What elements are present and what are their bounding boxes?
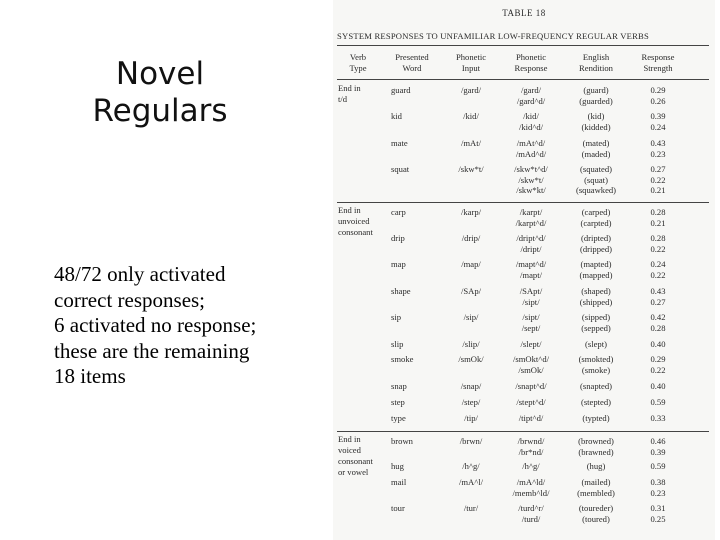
english-rendition-cell: (typted) (582, 413, 610, 423)
table-group-rule (337, 431, 709, 432)
phonetic-input-cell: /drip/ (461, 233, 481, 243)
presented-word-cell: slip (391, 339, 404, 349)
phonetic-response-cell: /stept^d/ (516, 397, 546, 407)
table-group-rule (337, 202, 709, 203)
response-strength-cell: 0.28 (650, 233, 666, 243)
phonetic-response-cell: /skw*t^d/ (514, 164, 548, 174)
phonetic-response-cell: /memb^ld/ (512, 487, 550, 498)
phonetic-response-cell: /slept/ (520, 339, 542, 349)
response-strength-cell: 0.23 (650, 148, 666, 159)
phonetic-input-cell: /tur/ (463, 503, 479, 513)
english-rendition-cell: (mated) (582, 138, 610, 148)
response-strength-cell: 0.25 (650, 513, 666, 524)
col-header-verb-type: Verb Type (349, 52, 367, 73)
presented-word-cell: brown (391, 436, 413, 446)
phonetic-response-cell: /mapt^d/ (515, 259, 547, 269)
english-rendition-cell: (kid) (587, 111, 605, 121)
response-strength-cell: 0.26 (650, 95, 666, 106)
english-rendition-cell: (mapped) (579, 269, 613, 280)
phonetic-input-cell: /gard/ (460, 85, 482, 95)
phonetic-response-cell: /gard^d/ (516, 95, 546, 106)
phonetic-input-cell: /step/ (461, 397, 481, 407)
english-rendition-cell: (shipped) (579, 296, 613, 307)
phonetic-response-cell: /karpt^d/ (515, 217, 547, 228)
phonetic-response-cell: /sipt/ (522, 312, 540, 322)
phonetic-input-cell: /smOk/ (458, 354, 484, 364)
response-strength-cell: 0.31 (650, 503, 666, 513)
english-rendition-cell: (stepted) (580, 397, 612, 407)
presented-word-cell: kid (391, 111, 402, 121)
verb-type-line: End in (338, 434, 361, 444)
phonetic-response-cell: /dript^d/ (516, 233, 546, 243)
presented-word-cell: squat (391, 164, 410, 174)
phonetic-response-cell: /smOk/ (518, 364, 544, 375)
response-strength-cell: 0.46 (650, 436, 666, 446)
presented-word-cell: step (391, 397, 405, 407)
phonetic-response-cell: /h^g/ (522, 461, 540, 471)
english-rendition-cell: (hug) (586, 461, 606, 471)
response-strength-cell: 0.39 (650, 446, 666, 457)
english-rendition-cell: (sipped) (581, 312, 611, 322)
phonetic-input-cell: /slip/ (462, 339, 480, 349)
english-rendition-cell: (smokted) (578, 354, 614, 364)
col-header-response-strength: Response Strength (641, 52, 675, 73)
phonetic-response-cell: /sipt/ (522, 296, 540, 307)
phonetic-input-cell: /map/ (461, 259, 481, 269)
presented-word-cell: smoke (391, 354, 414, 364)
response-strength-cell: 0.21 (650, 185, 666, 195)
response-strength-cell: 0.22 (650, 243, 666, 254)
col-header-english-rendition: English Rendition (579, 52, 613, 73)
phonetic-input-cell: /sip/ (463, 312, 479, 322)
verb-type-line: or vowel (338, 467, 369, 477)
slide-title-line: Regulars (92, 93, 228, 129)
english-rendition-cell: (maded) (581, 148, 611, 159)
verb-type-cell (338, 205, 373, 238)
response-strength-cell: 0.27 (650, 164, 666, 174)
table-title: SYSTEM RESPONSES TO UNFAMILIAR LOW-FREQUENCY REGULAR VERBS (337, 31, 649, 41)
english-rendition-cell: (mapted) (580, 259, 612, 269)
response-strength-cell: 0.42 (650, 312, 666, 322)
phonetic-input-cell: /brwn/ (459, 436, 483, 446)
phonetic-input-cell: /skw*t/ (458, 164, 484, 174)
english-rendition-cell: (mailed) (581, 477, 611, 487)
phonetic-response-cell: /dript/ (520, 243, 542, 254)
english-rendition-cell: (membled) (577, 487, 615, 498)
presented-word-cell: sip (391, 312, 402, 322)
phonetic-input-cell: /h^g/ (462, 461, 480, 471)
phonetic-response-cell: /brwnd/ (517, 436, 545, 446)
phonetic-input-cell: /kid/ (463, 111, 479, 121)
english-rendition-cell: (browned) (578, 436, 614, 446)
response-strength-cell: 0.40 (650, 339, 666, 349)
phonetic-response-cell: /br*nd/ (518, 446, 544, 457)
response-strength-cell: 0.22 (650, 269, 666, 280)
slide-body-text (54, 262, 324, 390)
response-strength-cell: 0.43 (650, 286, 666, 296)
phonetic-response-cell: /mA^ld/ (516, 477, 546, 487)
presented-word-cell: mate (391, 138, 408, 148)
phonetic-input-cell: /SAp/ (460, 286, 482, 296)
body-line: 48/72 only activated (54, 262, 226, 286)
col-header-phonetic-response: Phonetic Response (514, 52, 548, 73)
verb-type-line: t/d (338, 94, 348, 104)
body-line: these are the remaining (54, 338, 250, 363)
presented-word-cell: guard (391, 85, 411, 95)
presented-word-cell: hug (391, 461, 404, 471)
response-strength-cell: 0.33 (650, 413, 666, 423)
english-rendition-cell: (carped) (581, 207, 611, 217)
presented-word-cell: shape (391, 286, 411, 296)
response-strength-cell: 0.24 (650, 259, 666, 269)
col-header-phonetic-input: Phonetic Input (455, 52, 487, 73)
body-line: 6 activated no response; (54, 313, 257, 337)
phonetic-response-cell: /smOkt^d/ (512, 354, 550, 364)
phonetic-input-cell: /karp/ (460, 207, 482, 217)
phonetic-response-cell: /gard/ (520, 85, 542, 95)
verb-type-line: consonant (338, 456, 373, 466)
verb-type-line: End in (338, 205, 361, 215)
english-rendition-cell: (guarded) (579, 95, 613, 106)
verb-type-cell (338, 434, 373, 478)
english-rendition-cell: (dripted) (580, 233, 612, 243)
english-rendition-cell: (carpted) (580, 217, 612, 228)
english-rendition-cell: (dripped) (580, 243, 612, 254)
phonetic-response-cell: /skw*kt/ (516, 185, 546, 195)
phonetic-response-cell: /turd/ (521, 513, 541, 524)
phonetic-input-cell: /mAt/ (460, 138, 482, 148)
table-label: TABLE 18 (502, 8, 546, 18)
response-strength-cell: 0.29 (650, 85, 666, 95)
phonetic-response-cell: /mAt^d/ (516, 138, 546, 148)
english-rendition-cell: (squated) (580, 164, 612, 174)
english-rendition-cell: (slept) (585, 339, 607, 349)
english-rendition-cell: (squat) (584, 174, 608, 185)
phonetic-response-cell: /sept/ (521, 322, 541, 333)
phonetic-response-cell: /tipt^d/ (518, 413, 544, 423)
body-line: 18 items (54, 364, 126, 388)
presented-word-cell: map (391, 259, 406, 269)
english-rendition-cell: (smoke) (581, 364, 611, 375)
table-rule-top (337, 45, 709, 46)
phonetic-response-cell: /snapt^d/ (515, 381, 547, 391)
phonetic-response-cell: /SApt/ (519, 286, 543, 296)
response-strength-cell: 0.29 (650, 354, 666, 364)
english-rendition-cell: (kidded) (581, 121, 611, 132)
presented-word-cell: tour (391, 503, 405, 513)
phonetic-response-cell: /turd^r/ (518, 503, 544, 513)
response-strength-cell: 0.24 (650, 121, 666, 132)
phonetic-input-cell: /mA^l/ (458, 477, 484, 487)
col-header-presented-word: Presented Word (395, 52, 429, 73)
phonetic-response-cell: /mAd^d/ (515, 148, 547, 159)
presented-word-cell: type (391, 413, 406, 423)
english-rendition-cell: (sepped) (581, 322, 611, 333)
response-strength-cell: 0.39 (650, 111, 666, 121)
phonetic-input-cell: /snap/ (460, 381, 482, 391)
response-strength-cell: 0.22 (650, 364, 666, 375)
verb-type-line: unvoiced (338, 216, 370, 226)
response-strength-cell: 0.21 (650, 217, 666, 228)
response-strength-cell: 0.23 (650, 487, 666, 498)
response-strength-cell: 0.43 (650, 138, 666, 148)
presented-word-cell: mail (391, 477, 407, 487)
verb-type-line: voiced (338, 445, 361, 455)
english-rendition-cell: (brawned) (578, 446, 614, 457)
slide-title (60, 56, 260, 130)
response-strength-cell: 0.27 (650, 296, 666, 307)
body-line: correct responses; (54, 287, 206, 312)
response-strength-cell: 0.40 (650, 381, 666, 391)
table-rule-header (337, 79, 709, 80)
phonetic-input-cell: /tip/ (464, 413, 478, 423)
table-scan-image (333, 0, 715, 540)
response-strength-cell: 0.59 (650, 461, 666, 471)
response-strength-cell: 0.22 (650, 174, 666, 185)
verb-type-line: consonant (338, 227, 373, 237)
english-rendition-cell: (squawked) (575, 185, 617, 195)
english-rendition-cell: (toured) (582, 513, 610, 524)
verb-type-line: End in (338, 83, 361, 93)
presented-word-cell: carp (391, 207, 406, 217)
response-strength-cell: 0.28 (650, 207, 666, 217)
phonetic-response-cell: /mapt/ (520, 269, 542, 280)
response-strength-cell: 0.59 (650, 397, 666, 407)
presented-word-cell: drip (391, 233, 405, 243)
slide-title-line: Novel (115, 56, 205, 92)
response-strength-cell: 0.38 (650, 477, 666, 487)
phonetic-response-cell: /kid/ (523, 111, 539, 121)
phonetic-response-cell: /skw*t/ (518, 174, 544, 185)
phonetic-response-cell: /karpt/ (519, 207, 543, 217)
phonetic-response-cell: /kid^d/ (518, 121, 544, 132)
verb-type-cell (338, 83, 361, 105)
english-rendition-cell: (shaped) (581, 286, 611, 296)
presented-word-cell: snap (391, 381, 407, 391)
english-rendition-cell: (toureder) (578, 503, 614, 513)
english-rendition-cell: (snapted) (580, 381, 612, 391)
response-strength-cell: 0.28 (650, 322, 666, 333)
english-rendition-cell: (guard) (583, 85, 609, 95)
